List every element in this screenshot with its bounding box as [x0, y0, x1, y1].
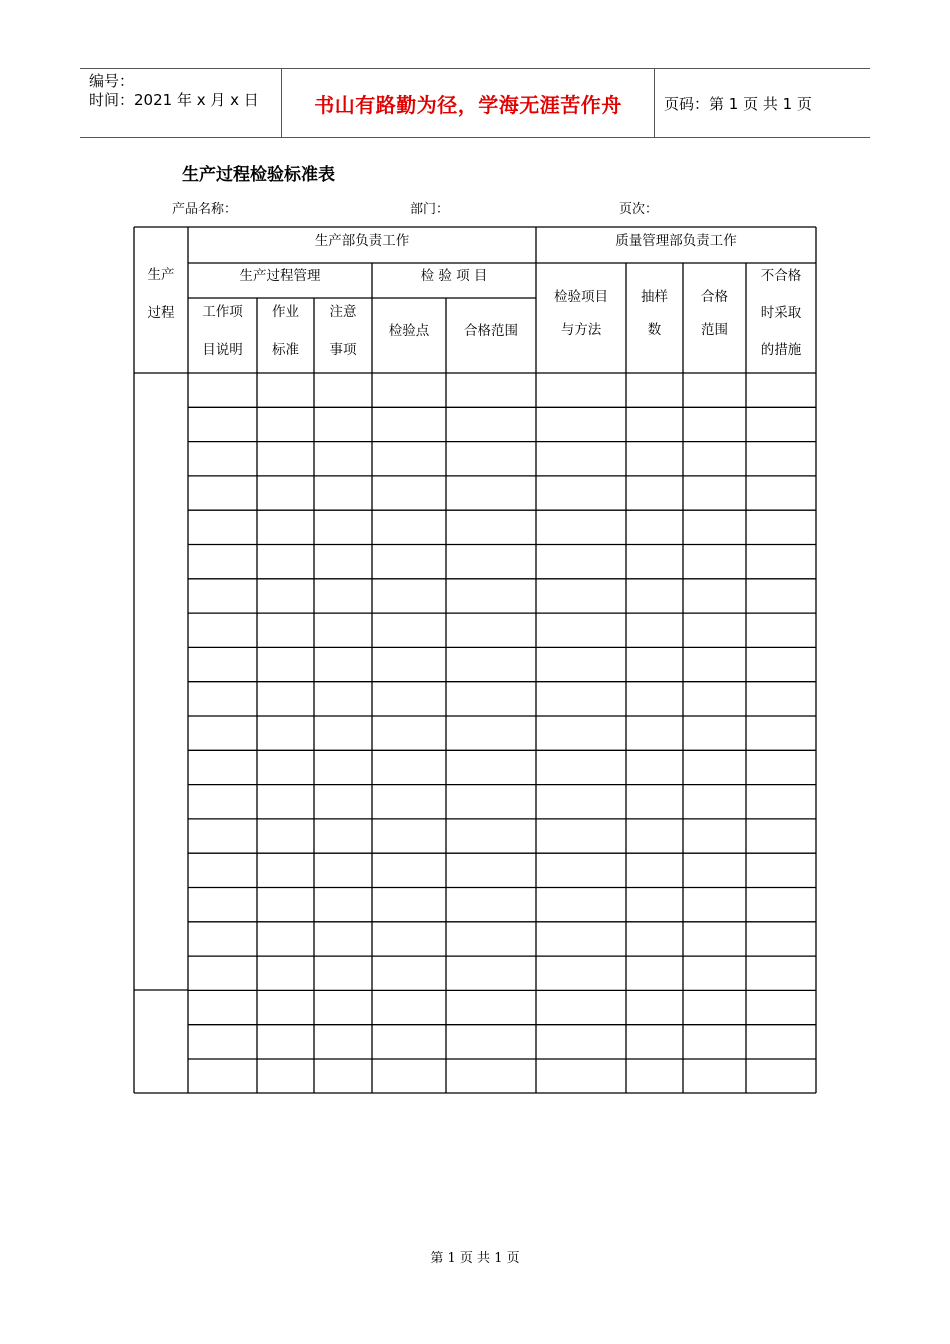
header-method-1: 检验项目 [554, 289, 608, 305]
form-title: 生产过程检验标准表 [182, 165, 335, 185]
header-method-2: 与方法 [560, 322, 602, 338]
page-seq-label: 页次： [619, 202, 659, 217]
header-inspection-items: 检 验 项 目 [420, 268, 488, 284]
header-work-standard-1: 作业 [272, 304, 299, 320]
product-name-label: 产品名称： [172, 202, 238, 217]
header-quality-group: 质量管理部负责工作 [615, 233, 737, 249]
header-work-item-1: 工作项 [202, 304, 243, 320]
header-sampling-2: 数 [647, 322, 662, 338]
header-process-2: 过程 [147, 305, 175, 321]
header-q-range-1: 合格 [701, 289, 728, 305]
header-inspection-point: 检验点 [388, 323, 430, 339]
header-work-standard-2: 标准 [272, 342, 299, 358]
header-work-item-2: 目说明 [202, 342, 243, 358]
header-q-range-2: 范围 [701, 322, 728, 338]
header-qualified-range: 合格范围 [464, 323, 518, 339]
time-label: 时间：2021 年 x 月 x 日 [89, 91, 259, 109]
header-notes-1: 注意 [329, 304, 357, 320]
header-measures-1: 不合格 [760, 268, 802, 284]
page-footer: 第 1 页 共 1 页 [430, 1251, 520, 1266]
motto-text: 书山有路勤为径，学海无涯苦作舟 [314, 92, 622, 117]
header-measures-2: 时采取 [760, 305, 802, 321]
department-label: 部门： [410, 202, 450, 217]
number-label: 编号： [89, 72, 135, 90]
header-sampling-1: 抽样 [641, 289, 668, 305]
header-process-1: 生产 [147, 267, 175, 283]
header-process-management: 生产过程管理 [239, 268, 321, 284]
header-production-group: 生产部负责工作 [314, 233, 410, 249]
header-notes-2: 事项 [329, 342, 357, 358]
header-measures-3: 的措施 [760, 342, 802, 358]
page-info: 页码：第 1 页 共 1 页 [664, 94, 812, 113]
